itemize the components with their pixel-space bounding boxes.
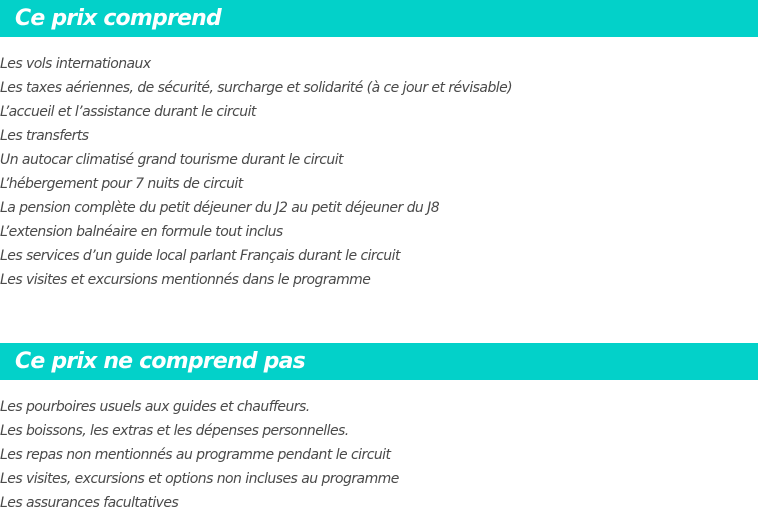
excluded-section-header [0,343,758,380]
included-section-title: Ce prix comprend [15,6,221,31]
excluded-item: Les visites, excursions et options non incluses au programme [0,471,399,487]
included-item: L’hébergement pour 7 nuits de circuit [0,176,243,192]
excluded-item: Les pourboires usuels aux guides et chauffeurs. [0,399,310,415]
included-item: Un autocar climatisé grand tourisme durant le circuit [0,152,343,168]
included-item: L’accueil et l’assistance durant le circuit [0,104,256,120]
included-item: Les services d’un guide local parlant Français durant le circuit [0,248,400,264]
included-section-header [0,0,758,37]
included-item: La pension complète du petit déjeuner du J2 au petit déjeuner du J8 [0,200,440,216]
excluded-item: Les repas non mentionnés au programme pendant le circuit [0,447,391,463]
excluded-item: Les assurances facultatives [0,495,179,511]
included-item: Les taxes aériennes, de sécurité, surcharge et solidarité (à ce jour et révisable) [0,80,513,96]
included-items-list [0,52,512,292]
included-item: Les visites et excursions mentionnés dans le programme [0,272,371,288]
included-item: Les vols internationaux [0,56,151,72]
excluded-item: Les boissons, les extras et les dépenses personnelles. [0,423,349,439]
excluded-section-title: Ce prix ne comprend pas [15,349,305,374]
included-item: Les transferts [0,128,89,144]
included-item: L’extension balnéaire en formule tout inclus [0,224,283,240]
excluded-items-list [0,395,399,515]
